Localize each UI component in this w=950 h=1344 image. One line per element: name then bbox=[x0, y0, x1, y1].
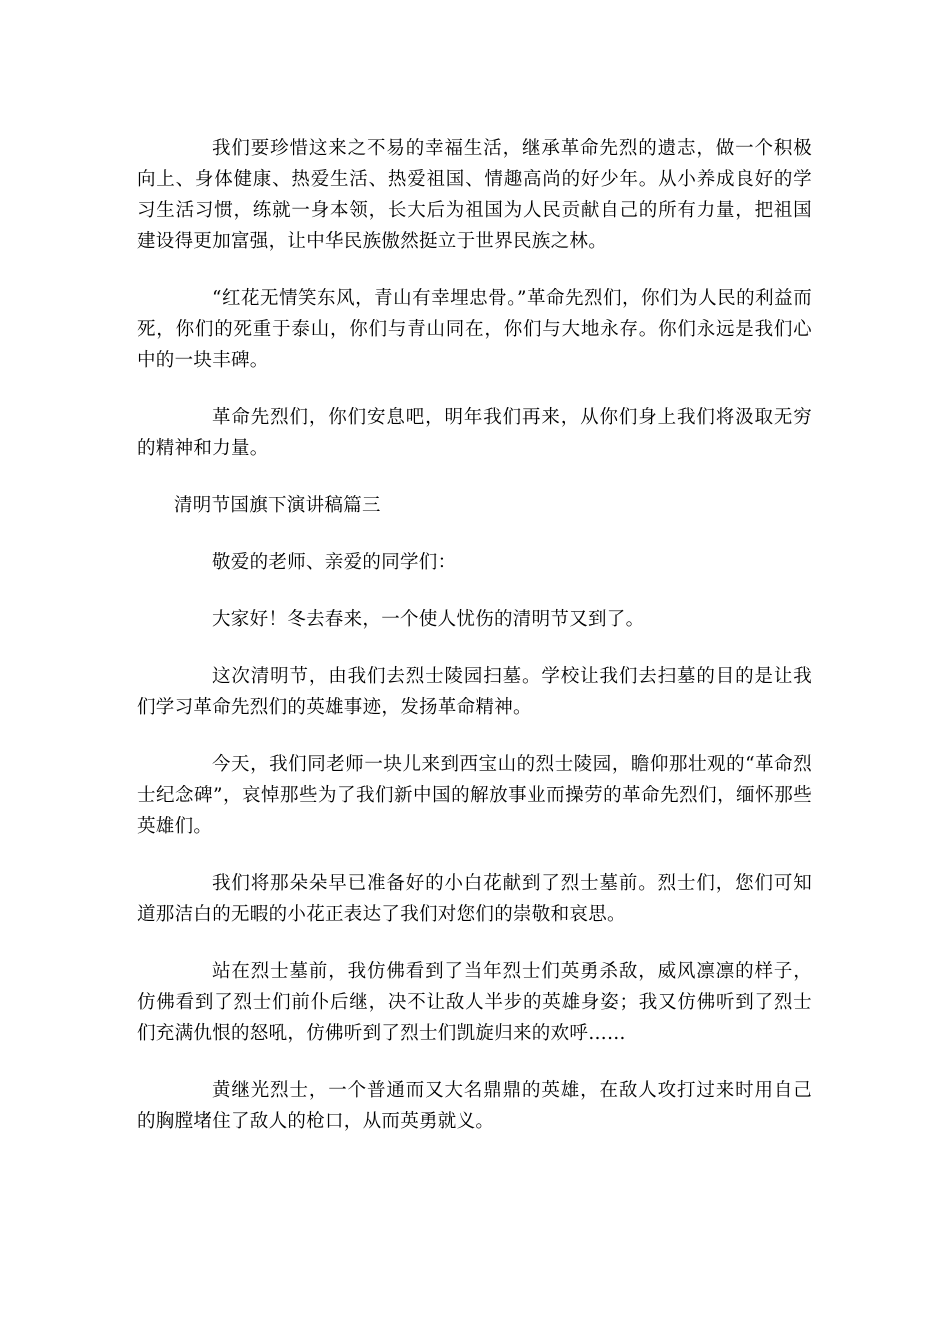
document-page bbox=[137, 133, 812, 1163]
paragraph: 大家好！冬去春来，一个使人忧伤的清明节又到了。 bbox=[212, 609, 645, 630]
salutation: 敬爱的老师、亲爱的同学们： bbox=[212, 552, 457, 573]
paragraph: 黄继光烈士，一个普通而又大名鼎鼎的英雄，在敌人攻打过来时用自己的胸膛堵住了敌人的枪口，从而英勇就义。 bbox=[137, 1080, 812, 1132]
paragraph: 我们将那朵朵早已准备好的小白花献到了烈士墓前。烈士们，您们可知道那洁白的无暇的小花正表达了我们对您们的崇敬和哀思。 bbox=[137, 873, 812, 925]
paragraph: 我们要珍惜这来之不易的幸福生活，继承革命先烈的遗志，做一个积极向上、身体健康、热爱生活、热爱祖国、情趣高尚的好少年。从小养成良好的学习生活习惯，练就一身本领，长大后为祖国为人民贡献自己的所有力量，把祖国建设得更加富强，让中华民族傲然挺立于世界民族之林。 bbox=[137, 138, 812, 252]
section-title: 清明节国旗下演讲稿篇三 bbox=[174, 495, 381, 516]
paragraph: 这次清明节，由我们去烈士陵园扫墓。学校让我们去扫墓的目的是让我们学习革命先烈们的英雄事迹，发扬革命精神。 bbox=[137, 666, 812, 718]
paragraph: 站在烈士墓前，我仿佛看到了当年烈士们英勇杀敌，威风凛凛的样子，仿佛看到了烈士们前仆后继，决不让敌人半步的英雄身姿；我又仿佛听到了烈士们充满仇恨的怒吼，仿佛听到了烈士们凯旋归来的欢呼…… bbox=[137, 961, 812, 1044]
paragraph: 革命先烈们，你们安息吧，明年我们再来，从你们身上我们将汲取无穷的精神和力量。 bbox=[137, 407, 812, 459]
paragraph: “红花无情笑东风，青山有幸埋忠骨。”革命先烈们，你们为人民的利益而死，你们的死重于泰山，你们与青山同在，你们与大地永存。你们永远是我们心中的一块丰碑。 bbox=[137, 288, 812, 371]
paragraph: 今天，我们同老师一块儿来到西宝山的烈士陵园，瞻仰那壮观的“革命烈士纪念碑”，哀悼那些为了我们新中国的解放事业而操劳的革命先烈们，缅怀那些英雄们。 bbox=[137, 754, 812, 837]
